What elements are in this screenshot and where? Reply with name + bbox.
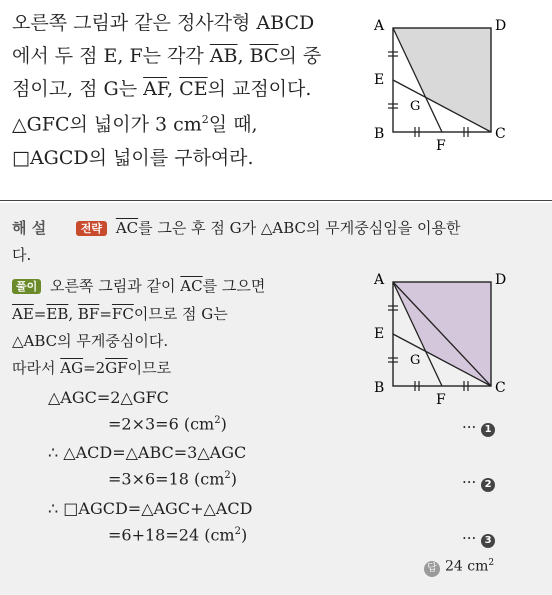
segment-ac: $\overline{AC}$ [180, 277, 203, 295]
text: =3×6=18 (cm [108, 469, 225, 489]
text: 에서 두 점 E, F는 각각 [12, 45, 210, 67]
answer [424, 559, 494, 577]
text: , [237, 45, 250, 67]
text: =6+18=24 (cm [108, 525, 235, 545]
equation-3: ∴ △ACD=△ABC=3△AGC [48, 443, 247, 462]
text: 일 때, [208, 113, 258, 136]
solution-title: 해 설 [12, 219, 47, 237]
circle-number-2: 2 [481, 478, 495, 492]
label-d: D [495, 272, 507, 288]
equation-5: ∴ □AGCD=△AGC+△ACD [48, 499, 253, 518]
text: = [33, 305, 47, 323]
segment-bf: $\overline{BF}$ [77, 305, 100, 323]
strategy-badge: 전략 [76, 221, 107, 236]
text: =2 [83, 359, 106, 377]
problem-line-4 [12, 114, 258, 134]
segment-ce: $\overline{CE}$ [179, 78, 208, 100]
text: = [99, 305, 112, 323]
text: ) [240, 525, 248, 545]
solve-line-4 [12, 361, 171, 376]
problem-line-1: 오른쪽 그림과 같은 정사각형 ABCD [12, 12, 315, 34]
section-divider [0, 200, 552, 201]
text: =2×3=6 (cm [108, 414, 215, 434]
label-g: G [410, 353, 421, 368]
mark-1 [462, 420, 495, 437]
dots: ··· [462, 529, 477, 547]
segment-fc: $\overline{FC}$ [111, 305, 134, 323]
answer-text: 24 cm [445, 558, 489, 575]
dots: ··· [462, 418, 477, 436]
problem-line-2 [12, 47, 321, 66]
solve-line-1 [12, 279, 265, 295]
problem-section [0, 0, 552, 200]
text: , [68, 305, 78, 323]
superscript: 2 [214, 415, 221, 426]
equation-1: △AGC=2△GFC [48, 388, 169, 407]
segment-ae: $\overline{AE}$ [12, 305, 34, 323]
circle-number-1: 1 [481, 423, 495, 437]
label-b: B [374, 380, 385, 396]
dots: ··· [462, 473, 477, 491]
solve-line-3: △ABC의 무게중심이다. [12, 332, 169, 350]
equation-6 [108, 527, 247, 543]
label-g: G [410, 99, 421, 114]
text: 이므로 점 G는 [133, 305, 228, 323]
strategy-text: 를 그은 후 점 G가 △ABC의 무게중심임을 이용한 [138, 219, 461, 237]
segment-af: $\overline{AF}$ [143, 78, 168, 100]
text: , [167, 78, 180, 100]
solution-figure [365, 268, 545, 408]
label-e: E [374, 326, 385, 342]
problem-line-3 [12, 80, 311, 99]
label-b: B [374, 126, 385, 142]
text: 의 중 [278, 45, 322, 67]
superscript: 2 [201, 113, 209, 126]
superscript: 2 [488, 558, 495, 568]
text: 따라서 [12, 359, 61, 377]
mark-2 [462, 475, 495, 492]
strategy-cont: 다. [12, 246, 32, 264]
label-c: C [495, 380, 506, 396]
segment-ab: $\overline{AB}$ [209, 45, 238, 67]
text: ) [230, 469, 238, 489]
label-a: A [374, 18, 385, 34]
text: 의 교점이다. [207, 78, 312, 100]
mark-3 [462, 531, 495, 548]
text: 이므로 [127, 359, 172, 377]
answer-badge: 답 [424, 561, 440, 577]
solution-section [0, 203, 552, 595]
segment-ag: $\overline{AG}$ [60, 359, 84, 377]
superscript: 2 [234, 526, 241, 537]
circle-number-3: 3 [481, 534, 495, 548]
segment-ac: $\overline{AC}$ [115, 219, 139, 237]
label-c: C [495, 126, 506, 142]
label-a: A [374, 272, 385, 288]
text: 를 그으면 [202, 277, 266, 295]
equation-2 [108, 416, 227, 432]
text: ) [220, 414, 227, 434]
segment-bc: $\overline{BC}$ [249, 45, 279, 67]
solution-title-row [12, 221, 460, 237]
shaded-agcd [393, 28, 491, 132]
solve-line-2 [12, 307, 228, 322]
segment-gf: $\overline{GF}$ [105, 359, 128, 377]
segment-eb: $\overline{EB}$ [46, 305, 69, 323]
text: △GFC의 넓이가 3 cm [12, 113, 202, 136]
label-e: E [374, 72, 385, 88]
label-d: D [495, 18, 507, 34]
problem-figure [365, 14, 545, 154]
text: 오른쪽 그림과 같이 [50, 277, 181, 295]
solve-badge: 풀이 [12, 279, 41, 294]
label-f: F [436, 392, 446, 408]
superscript: 2 [224, 470, 231, 481]
problem-line-5: □AGCD의 넓이를 구하여라. [12, 147, 254, 169]
equation-4 [108, 471, 237, 487]
label-f: F [436, 138, 446, 154]
text: 점이고, 점 G는 [12, 78, 144, 100]
